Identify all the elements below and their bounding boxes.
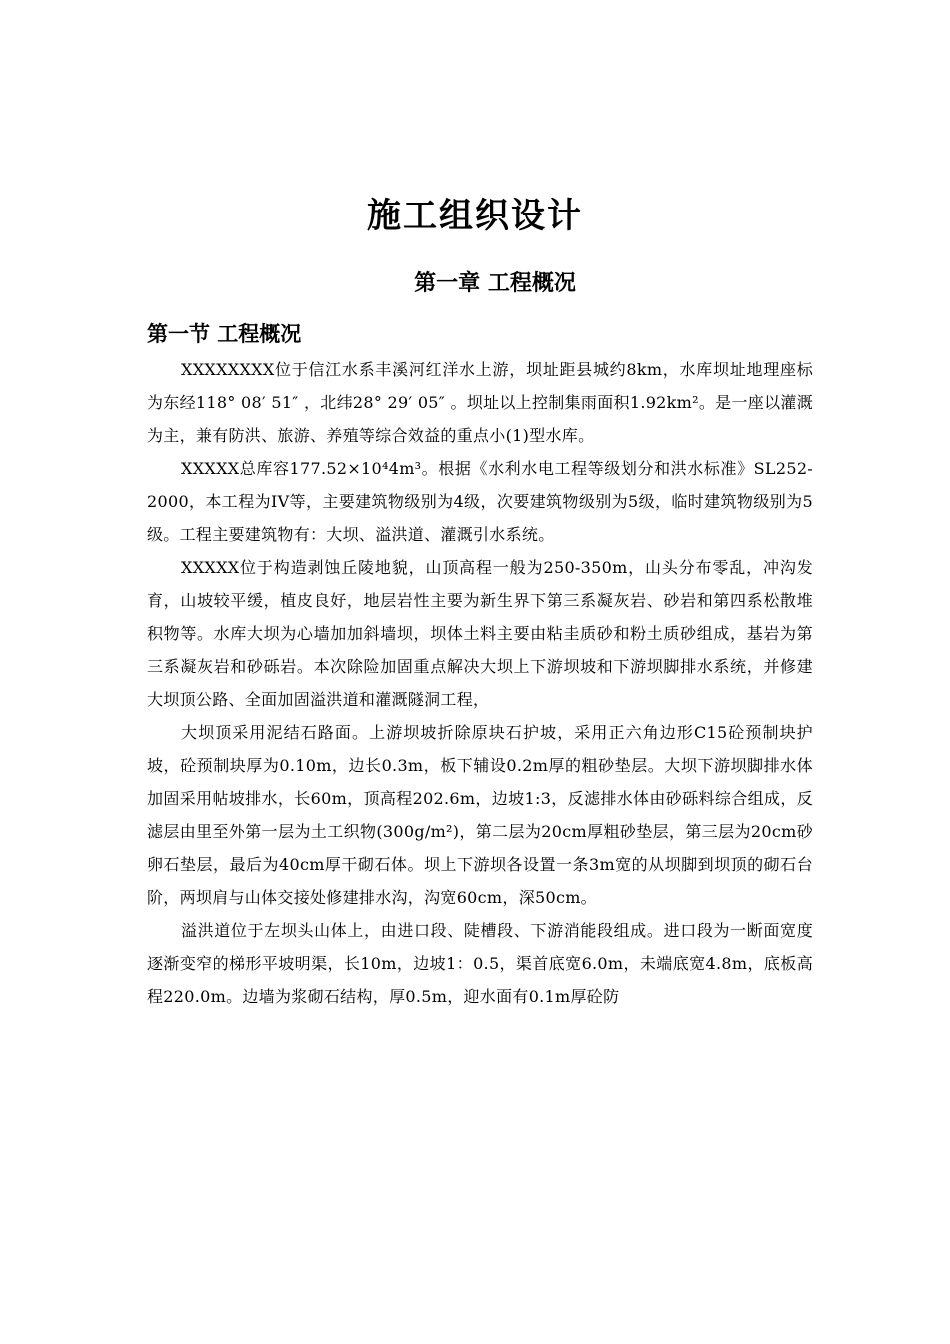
paragraph: XXXXXXXX位于信江水系丰溪河红洋水上游，坝址距县城约8km，水库坝址地理座标为东经118° 08′ 51″ ，北纬28° 29′ 05″ 。坝址以上控制集雨面积1.92km²。是一座以灌溉为主，兼有防洪、旅游、养殖等综合效益的重点小(1)型水库。 bbox=[147, 360, 813, 445]
section-heading: 第一节 工程概况 bbox=[147, 322, 302, 346]
paragraph: 大坝顶采用泥结石路面。上游坝坡折除原块石护坡，采用正六角边形C15砼预制块护坡，砼预制块厚为0.10m，边长0.3m，板下辅设0.2m厚的粗砂垫层。大坝下游坝脚排水体加固采用帖坡排水，长60m，顶高程202.6m，边坡1:3，反滤排水体由砂砾料综合组成，反滤层由里至外第一层为土工织物(300g/m²)，第二层为20cm厚粗砂垫层，第三层为20cm砂卵石垫层，最后为40cm厚干砌石体。坝上下游坝各设置一条3m宽的从坝脚到坝顶的砌石台阶，两坝肩与山体交接处修建排水沟，沟宽60cm，深50cm。 bbox=[147, 723, 813, 907]
paragraph: 溢洪道位于左坝头山体上，由进口段、陡槽段、下游消能段组成。进口段为一断面宽度逐渐变窄的梯形平坡明渠，长10m，边坡1：0.5，渠首底宽6.0m，未端底宽4.8m，底板高程220.0m。边墙为浆砌石结构，厚0.5m，迎水面有0.1m厚砼防 bbox=[147, 921, 813, 1006]
document-title: 施工组织设计 bbox=[367, 196, 583, 236]
paragraph: XXXXX位于构造剥蚀丘陵地貌，山顶高程一般为250-350m，山头分布零乱，冲沟发育，山坡较平缓，植皮良好，地层岩性主要为新生界下第三系凝灰岩、砂岩和第四系松散堆积物等。水库大坝为心墙加加斜墙坝，坝体土料主要由粘圭质砂和粉土质砂组成，基岩为第三系凝灰岩和砂砾岩。本次除险加固重点解决大坝上下游坝坡和下游坝脚排水系统，并修建大坝顶公路、全面加固溢洪道和灌溉隧洞工程， bbox=[147, 558, 813, 709]
chapter-heading: 第一章 工程概况 bbox=[414, 271, 576, 296]
body-text bbox=[147, 353, 813, 1013]
paragraph: XXXXX总库容177.52×10⁴4m³。根据《水利水电工程等级划分和洪水标准》SL252-2000，本工程为IV等，主要建筑物级别为4级，次要建筑物级别为5级，临时建筑物级别为5级。工程主要建筑物有：大坝、溢洪道、灌溉引水系统。 bbox=[147, 459, 813, 544]
